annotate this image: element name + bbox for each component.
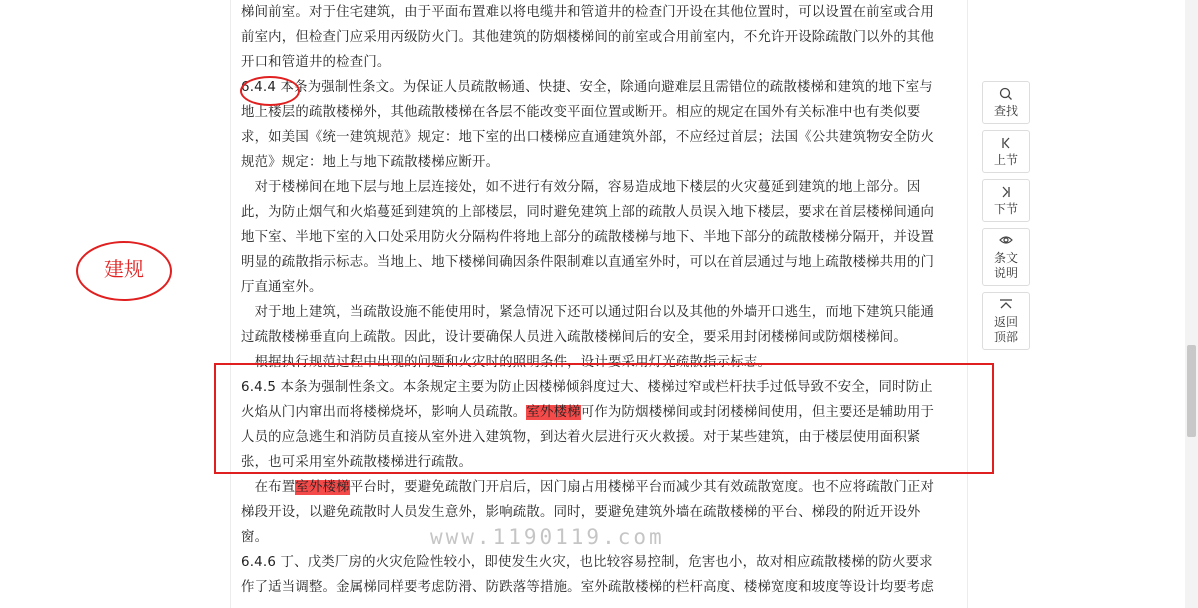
text-segment: 对于楼梯间在地下层与地上层连接处，如不进行有效分隔，容易造成地下楼层的火灾蔓延到建筑的地上部分。因 (241, 180, 921, 195)
text-segment: 明显的疏散指示标志。当地上、地下楼梯间确因条件限制难以直通室外时，可以在首层通过与地上疏散楼梯共用的门 (241, 255, 935, 270)
text-segment: 6.4.5 本条为强制性条文。本条规定主要为防止因楼梯倾斜度过大、楼梯过窄或栏杆扶手过低导致不安全，同时防止 (241, 380, 933, 395)
text-segment: 对于地上建筑，当疏散设施不能使用时，紧急情况下还可以通过阳台以及其他的外墙开口逃生，而地下建筑只能通 (241, 305, 935, 320)
text-line (241, 125, 959, 150)
text-line (241, 500, 959, 525)
scrollbar-thumb[interactable] (1187, 345, 1196, 437)
text-segment: 求，如美国《统一建筑规范》规定：地下室的出口楼梯应直通建筑外部，不应经过首层；法国《公共建筑物安全防火 (241, 130, 935, 145)
annotation-label: 建规 (104, 257, 144, 281)
text-segment: 平台时，要避免疏散门开启后，因门扇占用楼梯平台而减少其有效疏散宽度。也不应将疏散门正对 (349, 480, 935, 495)
text-segment: 地上楼层的疏散楼梯外，其他疏散楼梯在各层不能改变平面位置或断开。相应的规定在国外有关标准中也有类似要 (241, 105, 921, 120)
text-segment: 规范》规定：地上与地下疏散楼梯应断开。 (241, 155, 500, 170)
text-segment: 过疏散楼梯垂直向上疏散。因此，设计要确保人员进入疏散楼梯间后的安全，要采用封闭楼梯间或防烟楼梯间。 (241, 330, 907, 345)
text-line (241, 550, 959, 575)
text-line (241, 575, 959, 600)
text-segment: 此，为防止烟气和火焰蔓延到建筑的上部楼层，同时避免建筑上部的疏散人员误入地下楼层，要求在首层楼梯间通向 (241, 205, 935, 220)
back-to-top-label: 返回顶部 (993, 315, 1018, 344)
text-line (241, 250, 959, 275)
prev-section-label: 上节 (993, 153, 1018, 167)
highlighted-term: 室外楼梯 (295, 480, 350, 495)
text-segment: 梯间前室。对于住宅建筑，由于平面布置难以将电缆井和管道井的检查门开设在其他位置时，可以设置在前室或合用 (241, 5, 935, 20)
text-segment: 开口和管道井的检查门。 (241, 55, 391, 70)
text-segment: 作了适当调整。金属梯同样要考虑防滑、防跌落等措施。室外疏散楼梯的栏杆高度、楼梯宽度和坡度等设计均要考虑 (241, 580, 935, 595)
text-segment: 窗。 (241, 530, 269, 545)
text-segment: 根据执行规范过程中出现的问题和火灾时的照明条件，设计要采用灯光疏散指示标志。 (241, 355, 772, 370)
back-to-top-icon (985, 298, 1027, 314)
prev-section-button[interactable] (982, 130, 1030, 173)
text-line (241, 225, 959, 250)
text-segment: 6.4.4 本条为强制性条文。为保证人员疏散畅通、快捷、安全，除通向避难层且需错位的疏散楼梯和建筑的地下室与 (241, 80, 933, 95)
text-line (241, 25, 959, 50)
text-line (241, 275, 959, 300)
text-line (241, 50, 959, 75)
text-line (241, 150, 959, 175)
vertical-scrollbar[interactable] (1185, 0, 1198, 608)
text-segment: 梯段开设，以避免疏散时人员发生意外，影响疏散。同时，要避免建筑外墙在疏散楼梯的平台、梯段的附近开设外 (241, 505, 921, 520)
skip-forward-icon (985, 185, 1027, 201)
document-text (241, 0, 959, 600)
text-line (241, 200, 959, 225)
find-label: 查找 (993, 104, 1018, 118)
explain-button[interactable] (982, 228, 1030, 286)
find-button[interactable] (982, 81, 1030, 124)
text-segment: 前室内，但检查门应采用丙级防火门。其他建筑的防烟楼梯间的前室或合用前室内，不允许开设除疏散门以外的其他 (241, 30, 935, 45)
text-line (241, 100, 959, 125)
text-segment: 在布置 (241, 480, 296, 495)
back-to-top-button[interactable] (982, 292, 1030, 350)
text-line (241, 325, 959, 350)
text-segment: 厅直通室外。 (241, 280, 323, 295)
next-section-label: 下节 (993, 202, 1018, 216)
text-segment: 地下室、半地下室的入口处采用防火分隔构件将地上部分的疏散楼梯与地下、半地下部分的疏散楼梯分隔开，并设置 (241, 230, 935, 245)
document-column (230, 0, 968, 608)
annotation-box (214, 363, 994, 474)
text-segment: 可作为防烟楼梯间或封闭楼梯间使用，但主要还是辅助用于 (580, 405, 935, 420)
text-segment: 人员的应急逃生和消防员直接从室外进入建筑物，到达着火层进行灭火救援。对于某些建筑，由于楼层使用面积紧 (241, 430, 921, 445)
text-segment: 6.4.6 丁、戊类厂房的火灾危险性较小，即使发生火灾，也比较容易控制，危害也小，故对相应疏散楼梯的防火要求 (241, 555, 933, 570)
eye-icon (985, 234, 1027, 250)
highlighted-term: 室外楼梯 (526, 405, 581, 420)
text-line (241, 0, 959, 25)
text-segment: 张，也可采用室外疏散楼梯进行疏散。 (241, 455, 473, 470)
text-line (241, 75, 959, 100)
skip-back-icon (985, 136, 1027, 152)
text-line (241, 475, 959, 500)
annotation-circle-small (240, 76, 300, 106)
text-segment: 火焰从门内窜出而将楼梯烧坏，影响人员疏散。 (241, 405, 527, 420)
text-line (241, 300, 959, 325)
side-toolbar (982, 81, 1032, 356)
next-section-button[interactable] (982, 179, 1030, 222)
text-line (241, 175, 959, 200)
explain-label: 条文说明 (993, 251, 1018, 280)
search-icon (985, 87, 1027, 103)
watermark: www.1190119.com (430, 525, 665, 549)
